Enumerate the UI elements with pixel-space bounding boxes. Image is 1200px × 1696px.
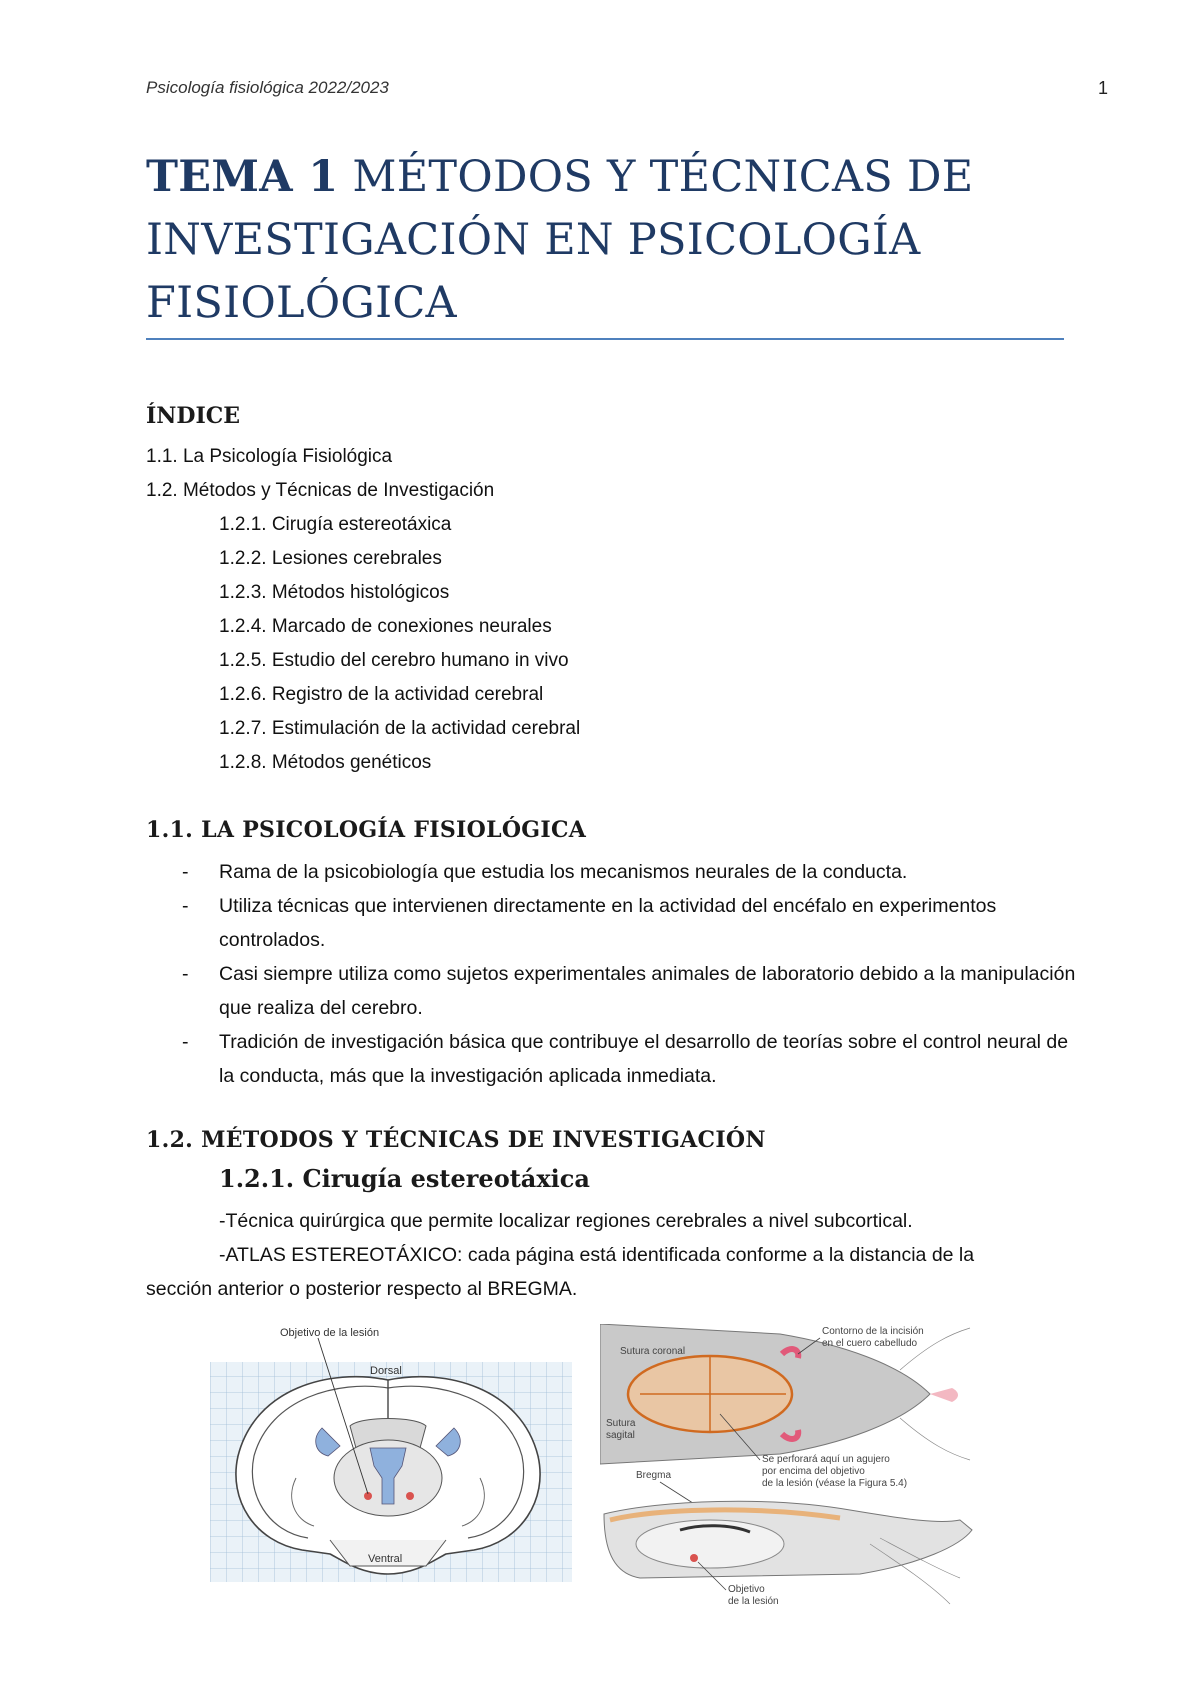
rat-skull-figure bbox=[600, 1324, 1028, 1629]
drill-site-label: Se perforará aquí un agujero bbox=[762, 1454, 890, 1465]
section-heading-1-1: 1.1. LA PSICOLOGÍA FISIOLÓGICA bbox=[146, 817, 587, 843]
dash-marker: - bbox=[182, 1031, 189, 1053]
paragraph bbox=[146, 1238, 1066, 1306]
bullet-list bbox=[146, 855, 1076, 1093]
ventral-label: Ventral bbox=[368, 1553, 403, 1565]
toc-subitem[interactable]: 1.2.6. Registro de la actividad cerebral bbox=[219, 684, 544, 705]
bullet-item bbox=[146, 889, 1076, 957]
bregma-label: Bregma bbox=[636, 1470, 672, 1481]
running-header: Psicología fisiológica 2022/2023 bbox=[146, 78, 389, 97]
dash-marker: - bbox=[182, 861, 189, 883]
toc-item[interactable]: 1.1. La Psicología Fisiológica bbox=[146, 446, 393, 467]
dorsal-label: Dorsal bbox=[370, 1365, 402, 1377]
target-label: de la lesión bbox=[728, 1596, 779, 1607]
bullet-text: Rama de la psicobiología que estudia los mecanismos neurales de la conducta. bbox=[219, 861, 908, 883]
toc-subitem[interactable]: 1.2.1. Cirugía estereotáxica bbox=[219, 514, 452, 535]
toc-item[interactable]: 1.2. Métodos y Técnicas de Investigación bbox=[146, 480, 495, 501]
sagittal-suture-label: Sutura bbox=[606, 1418, 636, 1429]
paragraph-text: -ATLAS ESTEREOTÁXICO: cada página está identificada conforme a la distancia de la bbox=[219, 1244, 975, 1266]
drill-site-label: por encima del objetivo bbox=[762, 1466, 865, 1477]
section-heading-1-2: 1.2. MÉTODOS Y TÉCNICAS DE INVESTIGACIÓN bbox=[146, 1127, 766, 1153]
title-text: MÉTODOS Y TÉCNICAS DE INVESTIGACIÓN EN PSICOLOGÍA FISIOLÓGICA bbox=[146, 152, 974, 328]
bullet-item bbox=[146, 957, 1076, 1025]
page-number: 1 bbox=[1098, 78, 1109, 98]
sagittal-suture-label: sagital bbox=[606, 1430, 635, 1441]
bullet-item bbox=[146, 855, 1076, 889]
target-label: Objetivo bbox=[728, 1584, 765, 1595]
index-heading: ÍNDICE bbox=[146, 403, 241, 429]
coronal-suture-label: Sutura coronal bbox=[620, 1346, 686, 1357]
dash-marker: - bbox=[182, 963, 189, 985]
stereotaxic-atlas-figure bbox=[210, 1328, 572, 1582]
paragraph-text: sección anterior o posterior respecto al BREGMA. bbox=[146, 1278, 578, 1300]
skull-sagittal-view bbox=[604, 1501, 972, 1604]
bullet-text: Casi siempre utiliza como sujetos experimentales animales de laboratorio debido a la manipulación que realiza del cerebro. bbox=[219, 963, 1076, 1019]
toc-subitem[interactable]: 1.2.3. Métodos histológicos bbox=[219, 582, 450, 603]
toc-subitem[interactable]: 1.2.4. Marcado de conexiones neurales bbox=[219, 616, 552, 637]
toc-subitem[interactable]: 1.2.5. Estudio del cerebro humano in vivo bbox=[219, 650, 569, 671]
lesion-target-label: Objetivo de la lesión bbox=[280, 1328, 380, 1339]
dash-marker: - bbox=[182, 895, 189, 917]
paragraph bbox=[146, 1204, 1066, 1238]
toc-subitem[interactable]: 1.2.2. Lesiones cerebrales bbox=[219, 548, 442, 569]
subsection-heading-1-2-1: 1.2.1. Cirugía estereotáxica bbox=[219, 1164, 590, 1193]
title-divider bbox=[146, 338, 1064, 340]
paragraph-text: -Técnica quirúrgica que permite localizar regiones cerebrales a nivel subcortical. bbox=[219, 1210, 913, 1232]
bullet-text: Tradición de investigación básica que contribuye el desarrollo de teorías sobre el control neural de la conducta, más que la investigación aplicada inmediata. bbox=[219, 1031, 1069, 1087]
bullet-text: Utiliza técnicas que intervienen directamente en la actividad del encéfalo en experimentos controlados. bbox=[219, 895, 997, 951]
drill-site-label: de la lesión (véase la Figura 5.4) bbox=[762, 1478, 908, 1489]
page-title bbox=[146, 146, 1066, 335]
incision-contour-label: Contorno de la incisión bbox=[822, 1326, 924, 1337]
toc-subitem[interactable]: 1.2.8. Métodos genéticos bbox=[219, 752, 432, 773]
incision-contour-label: en el cuero cabelludo bbox=[822, 1338, 918, 1349]
bullet-item bbox=[146, 1025, 1076, 1093]
title-topic-number: TEMA 1 bbox=[146, 152, 339, 202]
table-of-contents bbox=[146, 440, 580, 780]
toc-subitem[interactable]: 1.2.7. Estimulación de la actividad cerebral bbox=[219, 718, 581, 739]
brain-section bbox=[236, 1377, 540, 1574]
